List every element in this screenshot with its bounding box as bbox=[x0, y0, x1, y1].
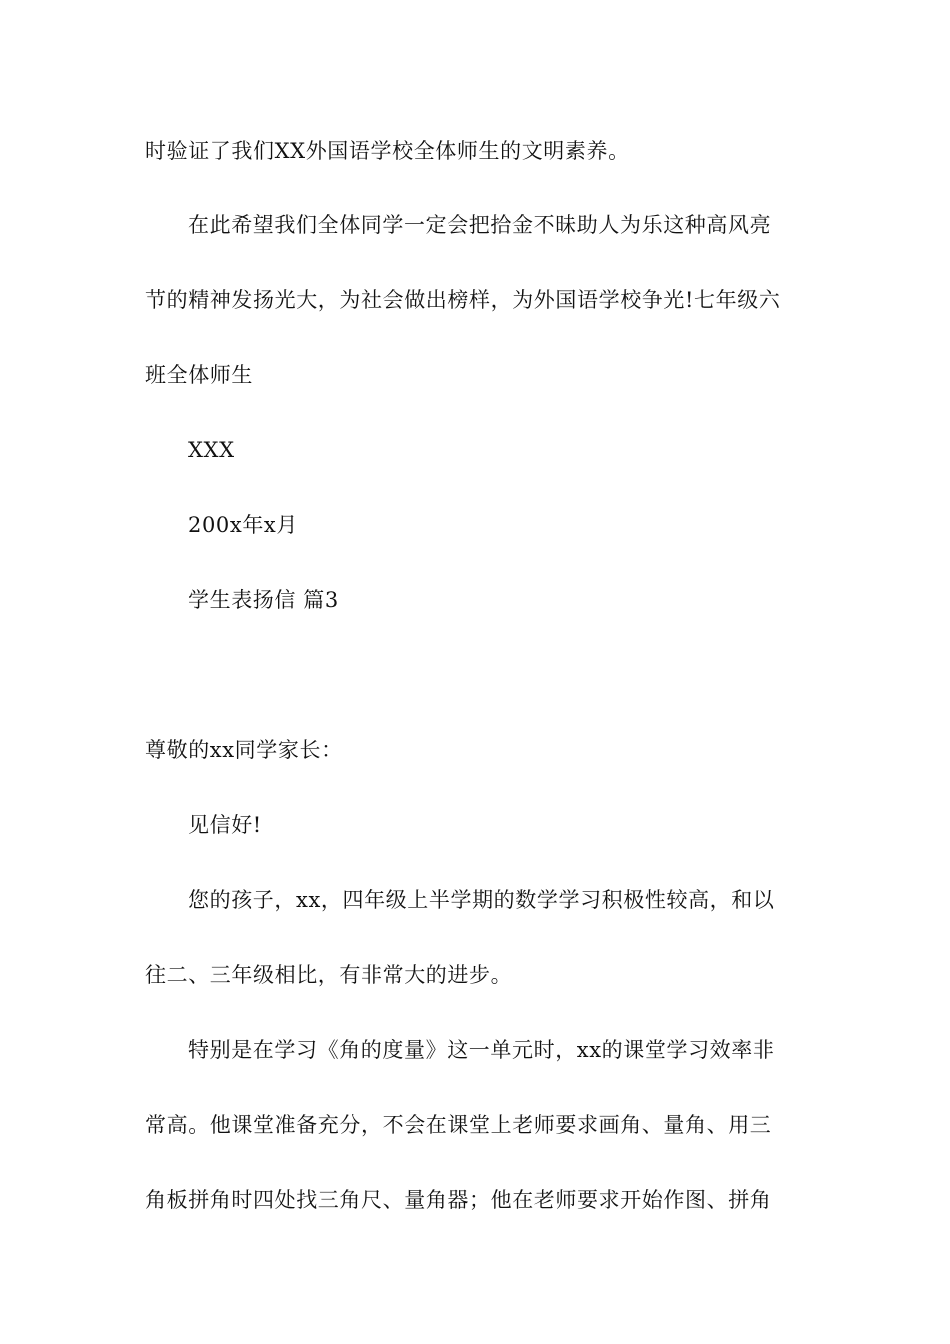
greeting: 见信好! bbox=[188, 813, 262, 837]
signature-name: XXX bbox=[188, 438, 235, 462]
text-line: 您的孩子，xx，四年级上半学期的数学学习积极性较高，和以 bbox=[188, 888, 775, 912]
salutation: 尊敬的xx同学家长： bbox=[145, 738, 343, 762]
text-line: 班全体师生 bbox=[145, 363, 253, 387]
signature-date: 200x年x月 bbox=[188, 513, 298, 537]
text-line: 往二、三年级相比，有非常大的进步。 bbox=[145, 963, 513, 987]
text-line: 节的精神发扬光大，为社会做出榜样，为外国语学校争光!七年级六 bbox=[145, 288, 781, 312]
text-line: 常高。他课堂准备充分，不会在课堂上老师要求画角、量角、用三 bbox=[145, 1113, 772, 1137]
text-line: 在此希望我们全体同学一定会把拾金不昧助人为乐这种高风亮 bbox=[188, 213, 772, 237]
text-line: 时验证了我们XX外国语学校全体师生的文明素养。 bbox=[145, 139, 630, 163]
section-title: 学生表扬信 篇3 bbox=[188, 588, 339, 612]
text-line: 特别是在学习《角的度量》这一单元时，xx的课堂学习效率非 bbox=[188, 1038, 775, 1062]
text-line: 角板拼角时四处找三角尺、量角器；他在老师要求开始作图、拼角 bbox=[145, 1188, 772, 1212]
